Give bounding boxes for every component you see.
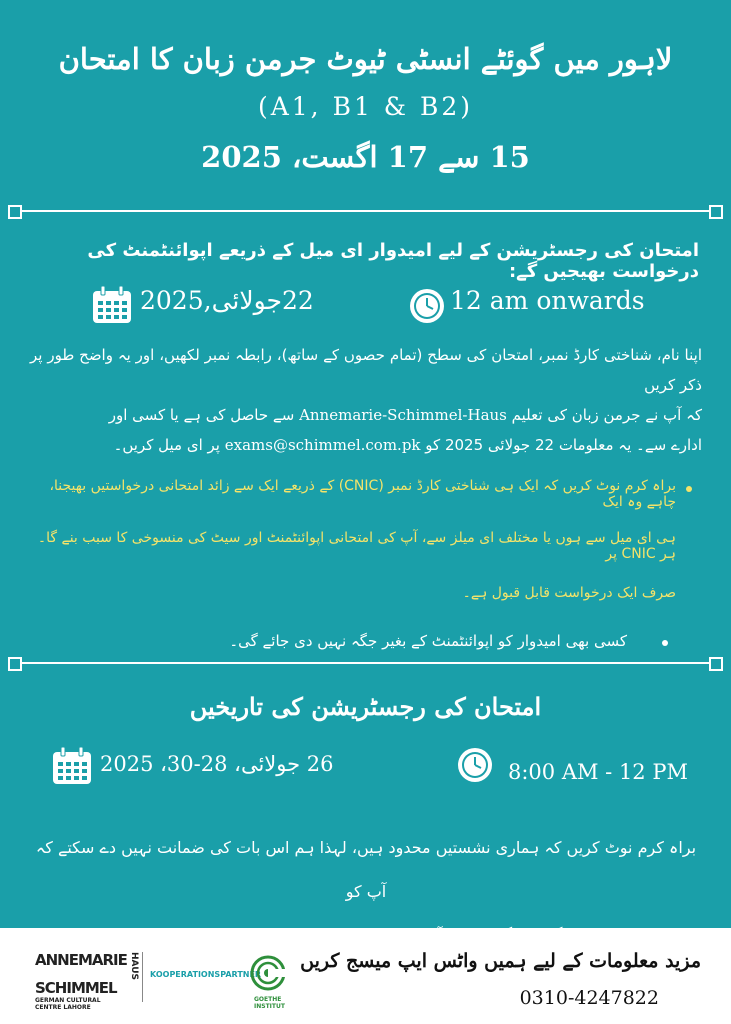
bullet-dot [662,640,668,646]
institute-name: Annemarie-Schimmel-Haus [299,406,507,424]
appointment-lead: امتحان کی رجسٹریشن کے لیے امیدوار ای میل کے ذریعے اپوائنٹمنٹ کی درخواست بھیجیں گے: [87,240,699,282]
seats-note [30,826,702,958]
goethe-logo-icon [250,955,286,993]
logo-haus: HAUS [128,952,139,981]
exam-dates: 15 سے 17 اگست، 2025 [201,140,530,174]
whatsapp-phone-number[interactable]: 0310-4247822 [519,987,659,1009]
goethe-name-line-2: INSTITUT [254,1003,285,1010]
cnic-note-line-1: براہ کرم نوٹ کریں کہ ایک ہی شناختی کارڈ نمبر (CNIC) کے ذریعے ایک سے زائد امتحانی درخواستیں بھیجنا، چاہے وہ ایک [49,478,676,510]
cnic-note-line-2: ہی ای میل سے ہوں یا مختلف ای میلز سے، آپ کی امتحانی اپوائنٹمنٹ اور سیٹ کی منسوخی کا سبب بنے گا۔ ہر CNIC پر [37,530,676,562]
no-appointment-note: کسی بھی امیدوار کو اپوائنٹمنٹ کے بغیر جگہ نہیں دی جائے گی۔ [229,632,627,650]
instructions-line-1: اپنا نام، شناختی کارڈ نمبر، امتحان کی سطح (تمام حصوں کے ساتھ)، رابطہ نمبر لکھیں، اور یہ واضح طور پر ذکر کریں [30,346,702,394]
clock-icon [408,287,446,325]
logo-annemarie: ANNEMARIE [35,951,127,969]
cnic-note-line-3: صرف ایک درخواست قابل قبول ہے۔ [462,585,676,601]
appointment-date: 22جولائی,2025 [140,286,314,315]
goethe-institut-name [254,996,285,1010]
exam-email-link[interactable]: exams@schimmel.com.pk [224,436,421,454]
logo-separator [142,952,143,1002]
instructions-line-3-a: ادارے سے۔ یہ معلومات 22 جولائی 2025 کو [425,436,702,454]
annemarie-schimmel-logo [35,951,139,1012]
bullet-dot [686,486,692,492]
instructions-line-3-b: پر ای میل کریں۔ [113,436,220,454]
registration-title: امتحان کی رجسٹریشن کی تاریخیں [189,692,542,721]
goethe-name-line-1: GOETHE [254,996,282,1003]
instructions-paragraph [30,340,702,460]
registration-dates: 26 جولائی، 28-30، 2025 [100,752,334,776]
divider-end-left [8,657,22,671]
instructions-line-2-b: سے حاصل کی ہے یا کسی اور [108,406,295,424]
divider-middle [14,662,717,664]
calendar-icon [52,747,92,785]
seats-note-line-2: جگہ ملے گی، چاہے آپ نے مقررہ تاریخ میں ای میل بھیجی ہو۔ [158,926,574,945]
appointment-time: 12 am onwards [450,286,645,315]
exam-levels: (A1, B1 & B2) [257,92,474,121]
calendar-icon [92,286,132,324]
whatsapp-message: مزید معلومات کے لیے ہمیں واٹس ایپ میسج کریں [300,950,701,972]
logo-schimmel: SCHIMMEL [35,979,117,998]
instructions-line-2-a: کہ آپ نے جرمن زبان کی تعلیم [511,406,702,424]
divider-end-right [709,657,723,671]
clock-icon [456,746,494,784]
divider-end-left [8,205,22,219]
kooperationspartner-label: KOOPERATIONSPARTNER [150,970,262,979]
page-title: لاہور میں گوئٹے انسٹی ٹیوٹ جرمن زبان کا امتحان [58,42,673,76]
divider-top [14,210,717,212]
seats-note-line-1: براہ کرم نوٹ کریں کہ ہماری نشستیں محدود ہیں، لہذا ہم اس بات کی ضمانت نہیں دے سکتے کہ آپ کو [35,838,697,901]
registration-time: 8:00 AM - 12 PM [508,760,688,784]
logo-tagline: GERMAN CULTURAL CENTRE LAHORE [35,997,101,1012]
instructions-line-2 [30,400,702,430]
divider-end-right [709,205,723,219]
instructions-line-3 [30,430,702,460]
